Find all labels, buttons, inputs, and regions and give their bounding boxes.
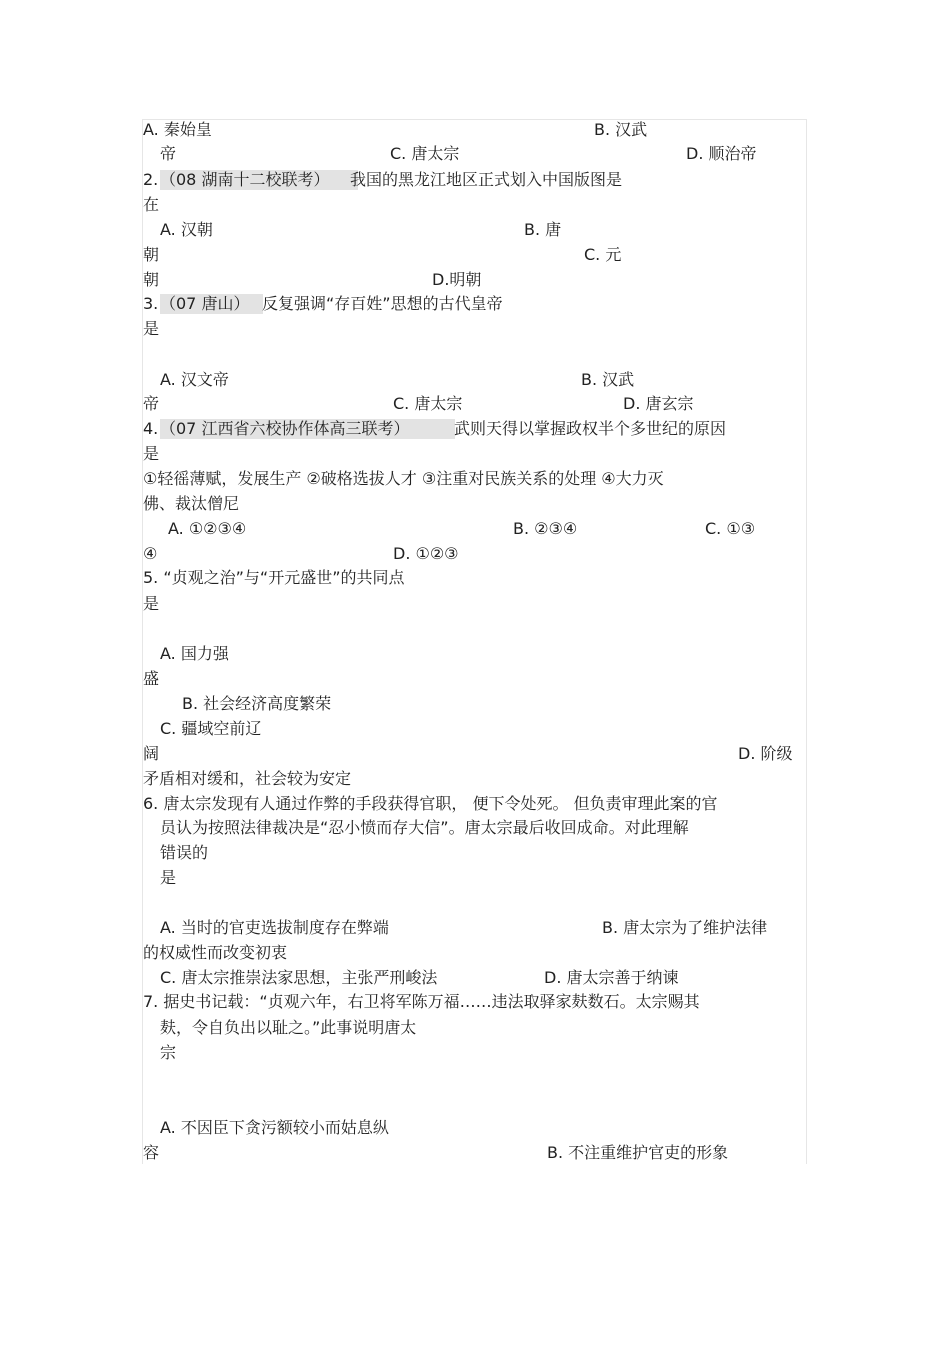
text-line-41: 阔 xyxy=(143,744,160,763)
text-line-34: D. ①②③ xyxy=(393,544,459,563)
text-line-42: D. 阶级 xyxy=(738,744,793,763)
text-line-28: ①轻徭薄赋，发展生产 ②破格选拔人才 ③注重对民族关系的处理 ④大力灭 xyxy=(143,469,664,488)
text-line-21: 帝 xyxy=(143,394,160,413)
text-line-1: B. 汉武 xyxy=(594,120,648,139)
text-line-43: 矛盾相对缓和，社会较为安定 xyxy=(143,769,352,788)
text-line-23: D. 唐玄宗 xyxy=(623,394,694,413)
text-line-33: ④ xyxy=(143,544,158,563)
text-line-51: C. 唐太宗推崇法家思想，主张严刑峻法 xyxy=(160,968,438,987)
text-line-24: 4. xyxy=(143,419,159,438)
text-line-30: A. ①②③④ xyxy=(168,519,247,538)
source-tag-25: （07 江西省六校协作体高三联考） xyxy=(160,419,455,439)
text-line-44: 6. 唐太宗发现有人通过作弊的手段获得官职， 便下令处死。 但负责审理此案的官 xyxy=(143,794,718,813)
text-line-26: 武则天得以掌握政权半个多世纪的原因 xyxy=(454,419,727,438)
text-line-3: C. 唐太宗 xyxy=(390,144,460,163)
text-line-46: 错误的 xyxy=(160,843,209,862)
text-line-15: 3. xyxy=(143,294,159,313)
text-line-27: 是 xyxy=(143,444,160,463)
text-line-20: B. 汉武 xyxy=(581,370,635,389)
text-line-19: A. 汉文帝 xyxy=(160,370,229,389)
source-tag-6: （08 湖南十二校联考） xyxy=(160,170,358,190)
text-line-0: A. 秦始皇 xyxy=(143,120,212,139)
text-line-36: 是 xyxy=(143,594,160,613)
text-line-10: B. 唐 xyxy=(524,220,562,239)
text-line-52: D. 唐太宗善于纳谏 xyxy=(544,968,679,987)
text-line-40: C. 疆域空前辽 xyxy=(160,719,262,738)
text-line-18: 是 xyxy=(143,319,160,338)
text-line-37: A. 国力强 xyxy=(160,644,229,663)
source-tag-16: （07 唐山） xyxy=(160,294,263,314)
text-line-45: 员认为按照法律裁决是“忍小愤而存大信”。唐太宗最后收回成命。对此理解 xyxy=(160,818,689,837)
text-line-4: D. 顺治帝 xyxy=(686,144,757,163)
text-line-11: 朝 xyxy=(143,245,160,264)
text-line-8: 在 xyxy=(143,195,160,214)
text-line-56: A. 不因臣下贪污额较小而姑息纵 xyxy=(160,1118,389,1137)
text-line-50: 的权威性而改变初衷 xyxy=(143,943,288,962)
text-line-12: C. 元 xyxy=(584,245,622,264)
text-line-38: 盛 xyxy=(143,669,160,688)
text-line-13: 朝 xyxy=(143,270,160,289)
text-line-31: B. ②③④ xyxy=(513,519,578,538)
text-line-57: 容 xyxy=(143,1143,160,1162)
text-line-58: B. 不注重维护官吏的形象 xyxy=(547,1143,729,1162)
text-line-29: 佛、裁汰僧尼 xyxy=(143,494,240,513)
text-line-17: 反复强调“存百姓”思想的古代皇帝 xyxy=(262,294,503,313)
text-line-5: 2. xyxy=(143,170,159,189)
text-line-22: C. 唐太宗 xyxy=(393,394,463,413)
text-line-2: 帝 xyxy=(160,144,177,163)
text-line-47: 是 xyxy=(160,868,177,887)
text-line-54: 麸，令自负出以耻之。”此事说明唐太 xyxy=(160,1018,417,1037)
text-line-49: B. 唐太宗为了维护法律 xyxy=(602,918,768,937)
text-line-7: 我国的黑龙江地区正式划入中国版图是 xyxy=(350,170,623,189)
text-line-53: 7. 据史书记载：“贞观六年，右卫将军陈万福……违法取驿家麸数石。太宗赐其 xyxy=(143,992,700,1011)
text-line-48: A. 当时的官吏选拔制度存在弊端 xyxy=(160,918,389,937)
text-line-32: C. ①③ xyxy=(705,519,756,538)
text-line-55: 宗 xyxy=(160,1043,177,1062)
text-line-35: 5. “贞观之治”与“开元盛世”的共同点 xyxy=(143,568,405,587)
text-line-9: A. 汉朝 xyxy=(160,220,213,239)
text-line-39: B. 社会经济高度繁荣 xyxy=(182,694,332,713)
text-line-14: D.明朝 xyxy=(432,270,482,289)
